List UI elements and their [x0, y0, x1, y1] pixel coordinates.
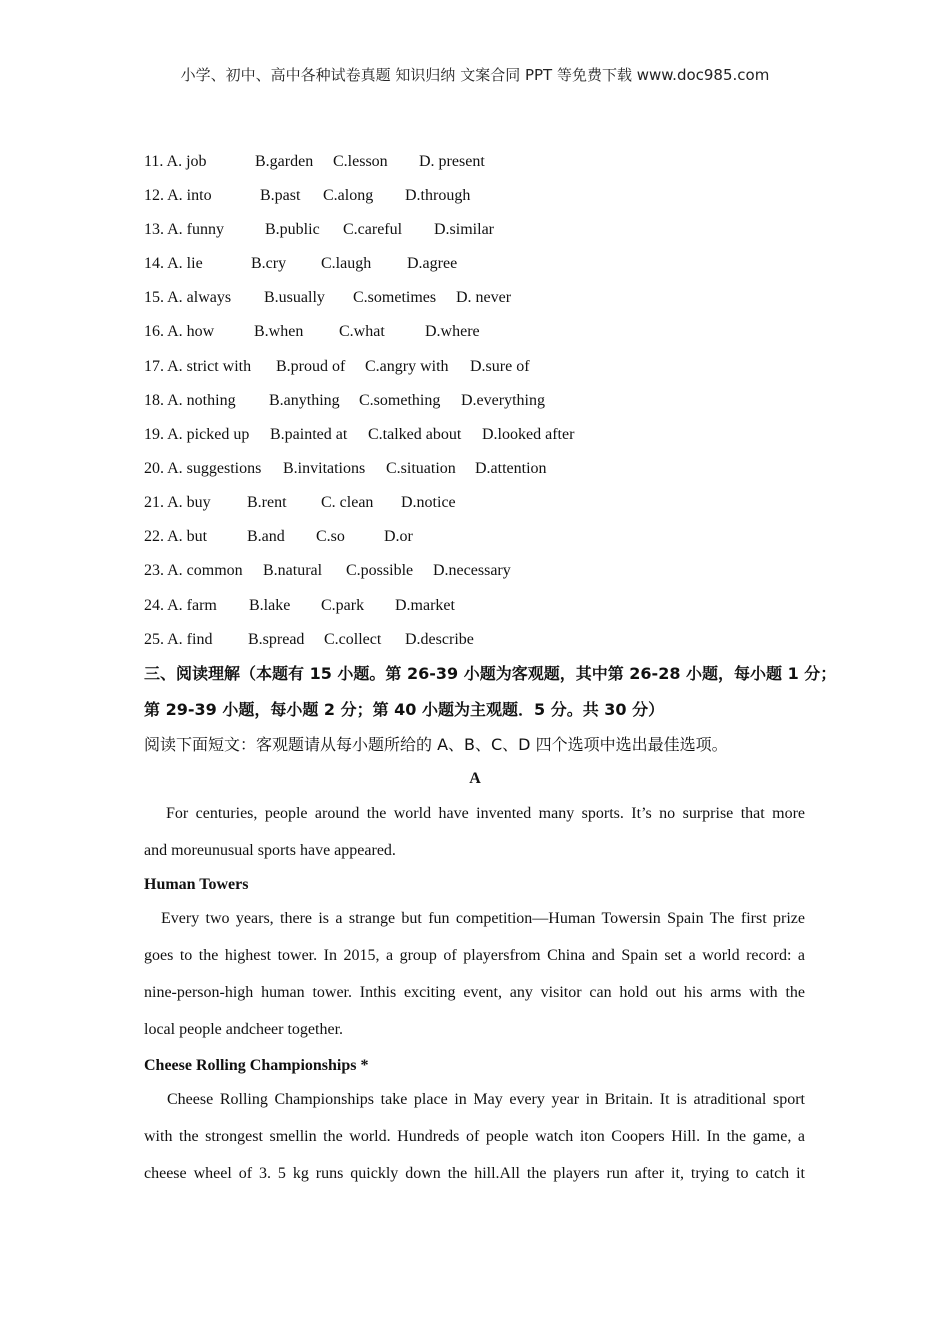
question-option-d: D.through: [405, 187, 471, 204]
question-option-d: D.attention: [475, 460, 547, 477]
question-option-a: 15. A. always: [144, 289, 232, 306]
question-option-a: 24. A. farm: [144, 597, 217, 614]
question-option-d: D.describe: [405, 631, 474, 648]
question-option-c: C.laugh: [321, 255, 372, 272]
question-option-b: B.rent: [247, 494, 287, 511]
question-option-b: B.and: [247, 528, 285, 545]
question-option-d: D.sure of: [470, 358, 530, 375]
question-option-b: B.cry: [251, 255, 287, 272]
cheese-line-1: Cheese Rolling Championships take place in May every year in Britain. It is atraditional sport: [167, 1091, 805, 1108]
question-option-d: D.agree: [407, 255, 458, 272]
section-heading-line-1: 三、阅读理解（本题有 15 小题。第 26-39 小题为客观题，其中第 26-28 小题，每小题 1 分；: [144, 664, 837, 683]
passage-letter: A: [469, 770, 481, 787]
question-option-a: 21. A. buy: [144, 494, 211, 511]
question-option-d: D.market: [395, 597, 455, 614]
question-option-c: C.along: [323, 187, 374, 204]
subheading-cheese-rolling: Cheese Rolling Championships *: [144, 1057, 369, 1074]
question-option-a: 14. A. lie: [144, 255, 203, 272]
question-option-d: D.looked after: [482, 426, 575, 443]
question-option-c: C.careful: [343, 221, 403, 238]
page-header: 小学、初中、高中各种试卷真题 知识归纳 文案合同 PPT 等免费下载 www.doc985.com: [180, 66, 770, 84]
question-option-c: C.talked about: [368, 426, 462, 443]
human-towers-line-4: local people andcheer together.: [144, 1021, 344, 1038]
question-option-b: B.when: [254, 323, 304, 340]
intro-line-2: and moreunusual sports have appeared.: [144, 842, 396, 859]
question-option-a: 16. A. how: [144, 323, 215, 340]
question-option-c: C.so: [316, 528, 345, 545]
question-option-b: B.public: [265, 221, 320, 238]
question-option-c: C.collect: [324, 631, 382, 648]
human-towers-line-1: Every two years, there is a strange but fun competition—Human Towersin Spain The first prize: [161, 910, 805, 927]
question-option-c: C.park: [321, 597, 365, 614]
question-option-d: D.everything: [461, 392, 545, 409]
question-option-a: 20. A. suggestions: [144, 460, 262, 477]
cheese-line-3: cheese wheel of 3. 5 kg runs quickly down the hill.All the players run after it, trying to catch it: [144, 1165, 805, 1182]
question-option-a: 11. A. job: [144, 153, 207, 170]
question-option-c: C. clean: [321, 494, 374, 511]
question-option-d: D.notice: [401, 494, 456, 511]
question-option-b: B.spread: [248, 631, 305, 648]
question-option-c: C.something: [359, 392, 441, 409]
question-option-b: B.past: [260, 187, 301, 204]
question-option-a: 25. A. find: [144, 631, 213, 648]
question-option-d: D. present: [419, 153, 485, 170]
question-option-d: D. never: [456, 289, 512, 306]
question-option-b: B.anything: [269, 392, 340, 409]
section-heading-line-2: 第 29-39 小题，每小题 2 分；第 40 小题为主观题．5 分。共 30 分）: [144, 700, 665, 719]
human-towers-line-2: goes to the highest tower. In 2015, a group of playersfrom China and Spain set a world record: a: [144, 947, 805, 964]
intro-line-1: For centuries, people around the world have invented many sports. It’s no surprise that more: [166, 805, 805, 822]
question-option-b: B.invitations: [283, 460, 366, 477]
question-option-a: 19. A. picked up: [144, 426, 250, 443]
question-option-a: 18. A. nothing: [144, 392, 236, 409]
question-option-c: C.possible: [346, 562, 414, 579]
question-option-a: 13. A. funny: [144, 221, 224, 238]
question-option-d: D.similar: [434, 221, 494, 238]
question-option-d: D.where: [425, 323, 480, 340]
section-instruction: 阅读下面短文：客观题请从每小题所给的 A、B、C、D 四个选项中选出最佳选项。: [144, 735, 728, 754]
question-option-b: B.painted at: [270, 426, 348, 443]
subheading-human-towers: Human Towers: [144, 876, 249, 893]
question-option-b: B.usually: [264, 289, 325, 306]
question-option-a: 23. A. common: [144, 562, 243, 579]
question-option-c: C.lesson: [333, 153, 388, 170]
question-option-d: D.or: [384, 528, 413, 545]
question-option-a: 17. A. strict with: [144, 358, 252, 375]
question-option-c: C.situation: [386, 460, 456, 477]
question-option-b: B.garden: [255, 153, 314, 170]
question-option-a: 22. A. but: [144, 528, 208, 545]
cheese-line-2: with the strongest smellin the world. Hundreds of people watch iton Coopers Hill. In the game, a: [144, 1128, 805, 1145]
question-option-c: C.angry with: [365, 358, 449, 375]
question-option-d: D.necessary: [433, 562, 511, 579]
question-option-c: C.sometimes: [353, 289, 437, 306]
question-option-a: 12. A. into: [144, 187, 212, 204]
human-towers-line-3: nine-person-high human tower. Inthis exciting event, any visitor can hold out his arms with the: [144, 984, 805, 1001]
question-option-c: C.what: [339, 323, 385, 340]
question-option-b: B.natural: [263, 562, 323, 579]
question-option-b: B.proud of: [276, 358, 346, 375]
question-option-b: B.lake: [249, 597, 291, 614]
